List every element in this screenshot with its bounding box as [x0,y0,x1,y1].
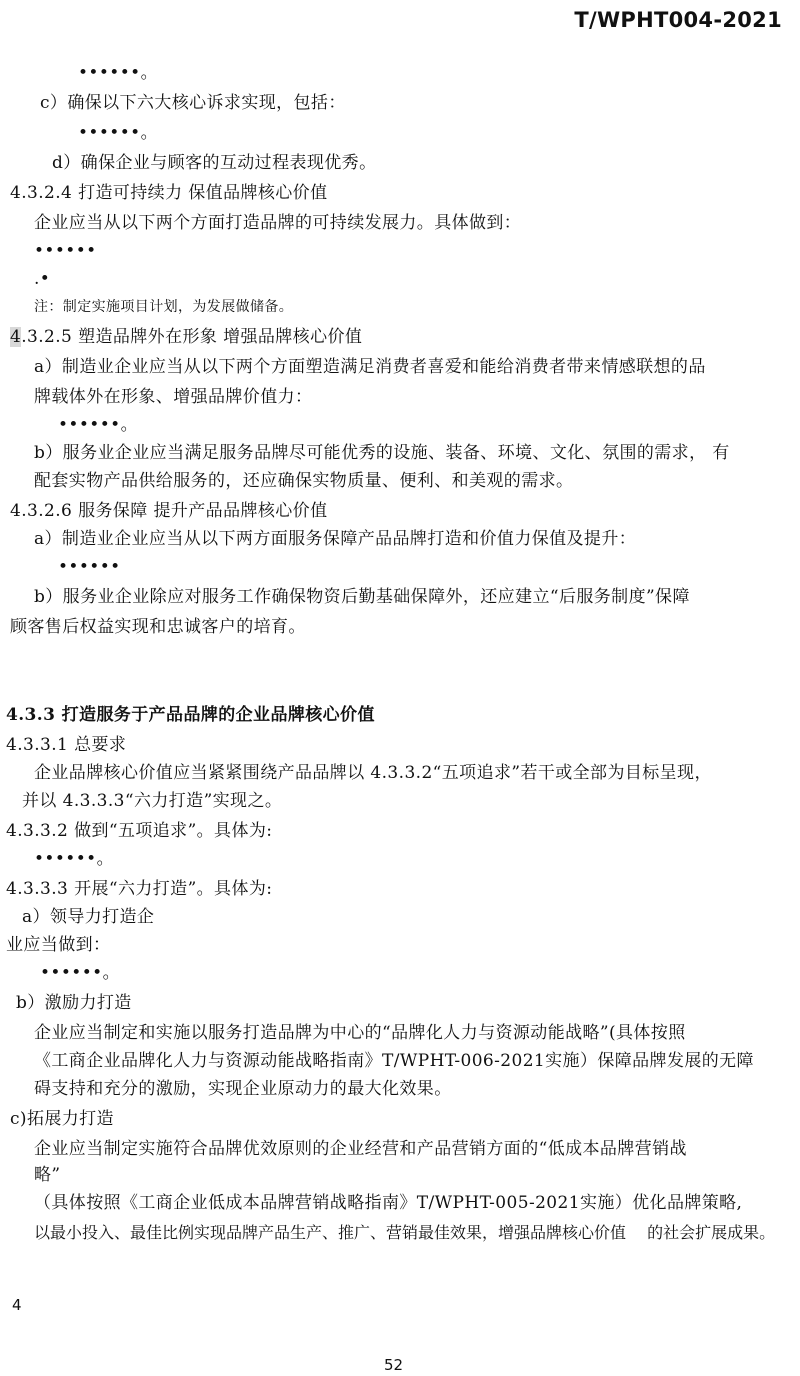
text-line: c)拓展力打造 [10,1109,114,1129]
text-line: .• [34,269,51,289]
text-line: ••••••。 [40,963,120,983]
text-line: 企业应当从以下两个方面打造品牌的可持续发展力。具体做到： [34,213,522,233]
text-line: c）确保以下六大核心诉求实现，包括： [40,93,346,113]
text-line: b）服务业企业应当满足服务品牌尽可能优秀的设施、装备、环境、文化、氛围的需求， 有 [34,443,730,463]
text-line: 业应当做到： [6,935,111,955]
document-code: T/WPHT004-2021 [574,8,782,32]
local-page-number: 4 [12,1296,22,1314]
text-line: 牌载体外在形象、增强品牌价值力： [34,387,313,407]
page-number: 52 [384,1356,404,1374]
text-line: •••••• [58,557,121,577]
section-heading-text: .3.2.5 塑造品牌外在形象 增强品牌核心价值 [21,327,363,347]
text-line: 配套实物产品供给服务的，还应确保实物质量、便利、和美观的需求。 [34,471,574,491]
text-line: d）确保企业与顾客的互动过程表现优秀。 [52,153,377,173]
text-line: b）激励力打造 [16,993,132,1013]
text-line: ••••••。 [58,415,138,435]
text-line: 并以 4.3.3.3“六力打造”实现之。 [22,791,283,811]
text-line: 企业应当制定和实施以服务打造品牌为中心的“品牌化人力与资源动能战略”(具体按照 [34,1023,686,1043]
section-heading: 4.3.3 打造服务于产品品牌的企业品牌核心价值 [6,705,375,725]
text-line: ••••••。 [78,123,158,143]
highlight-mark: 4 [10,327,22,347]
text-line: （具体按照《工商企业低成本品牌营销战略指南》T/WPHT-005-2021实施）优化品牌策略, [34,1193,743,1213]
section-heading: 4.3.3.2 做到“五项追求”。具体为: [6,821,273,841]
text-line: 碍支持和充分的激励，实现企业原动力的最大化效果。 [34,1079,452,1099]
text-line: 以最小投入、最佳比例实现品牌产品生产、推广、营销最佳效果，增强品牌核心价值 的社会扩展成果。 [34,1223,776,1242]
section-heading: 4.3.3.1 总要求 [6,735,127,755]
text-line: a）制造业企业应当从以下两个方面塑造满足消费者喜爱和能给消费者带来情感联想的品 [34,357,706,377]
text-line: 企业应当制定实施符合品牌优效原则的企业经营和产品营销方面的“低成本品牌营销战 [34,1139,687,1159]
section-heading: 4.3.2.6 服务保障 提升产品品牌核心价值 [10,501,328,521]
text-line: ••••••。 [78,63,158,83]
section-heading [10,326,362,348]
text-line: ••••••。 [34,849,114,869]
text-line: 企业品牌核心价值应当紧紧围绕产品品牌以 4.3.3.2“五项追求”若干或全部为目标呈现， [34,763,712,783]
section-heading: 4.3.2.4 打造可持续力 保值品牌核心价值 [10,183,328,203]
text-line: 《工商企业品牌化人力与资源动能战略指南》T/WPHT-006-2021实施）保障品牌发展的无障 [34,1051,754,1071]
text-line: b）服务业企业除应对服务工作确保物资后勤基础保障外，还应建立“后服务制度”保障 [34,587,690,607]
text-line: •••••• [34,241,97,261]
text-line: a）领导力打造企 [22,907,155,927]
note-line: 注：制定实施项目计划，为发展做储备。 [34,299,294,315]
section-heading: 4.3.3.3 开展“六力打造”。具体为: [6,879,273,899]
text-line: 顾客售后权益实现和忠诚客户的培育。 [10,617,306,637]
text-line: a）制造业企业应当从以下两方面服务保障产品品牌打造和价值力保值及提升： [34,529,637,549]
text-line: 略” [34,1165,61,1185]
